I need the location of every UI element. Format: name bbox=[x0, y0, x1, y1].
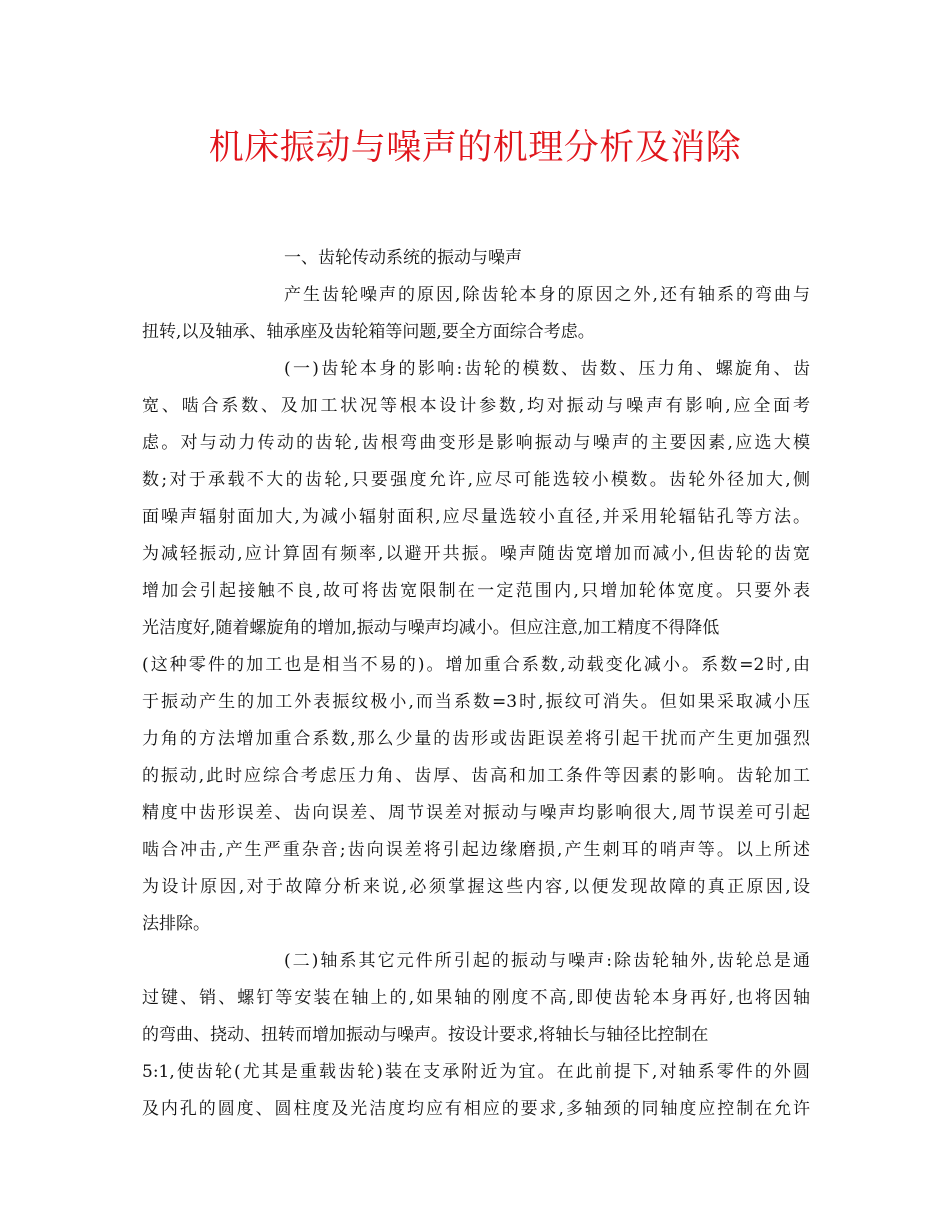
paragraph-3-line: (二)轴系其它元件所引起的振动与噪声:除齿轮轴外,齿轮总是通 bbox=[284, 951, 810, 971]
paragraph-2-line: 光洁度好,随着螺旋角的增加,振动与噪声均减小。但应注意,加工精度不得降低 bbox=[142, 618, 720, 638]
paragraph-2-line: 于振动产生的加工外表振纹极小,而当系数=3时,振纹可消失。但如果采取减小压 bbox=[142, 692, 810, 712]
paragraph-2-line: (这种零件的加工也是相当不易的)。增加重合系数,动载变化减小。系数=2时,由 bbox=[142, 655, 810, 675]
paragraph-2-line: 精度中齿形误差、齿向误差、周节误差对振动与噪声均影响很大,周节误差可引起 bbox=[142, 803, 810, 823]
paragraph-2-line: 法排除。 bbox=[142, 914, 210, 934]
section-heading: 一、齿轮传动系统的振动与噪声 bbox=[284, 248, 522, 268]
paragraph-2-line: 为设计原因,对于故障分析来说,必须掌握这些内容,以便发现故障的真正原因,设 bbox=[142, 877, 810, 897]
paragraph-3-line: 的弯曲、挠动、扭转而增加振动与噪声。按设计要求,将轴长与轴径比控制在 bbox=[142, 1025, 709, 1045]
paragraph-1-line: 产生齿轮噪声的原因,除齿轮本身的原因之外,还有轴系的弯曲与 bbox=[284, 285, 810, 305]
document-title: 机床振动与噪声的机理分析及消除 bbox=[208, 128, 742, 168]
paragraph-2-line: 数;对于承载不大的齿轮,只要强度允许,应尽可能选较小模数。齿轮外径加大,侧 bbox=[142, 470, 810, 490]
paragraph-2-line: 为减轻振动,应计算固有频率,以避开共振。噪声随齿宽增加而减小,但齿轮的齿宽 bbox=[142, 544, 810, 564]
paragraph-2-line: 啮合冲击,产生严重杂音;齿向误差将引起边缘磨损,产生刺耳的哨声等。以上所述 bbox=[142, 840, 810, 860]
paragraph-2-line: 的振动,此时应综合考虑压力角、齿厚、齿高和加工条件等因素的影响。齿轮加工 bbox=[142, 766, 810, 786]
paragraph-2-line: (一)齿轮本身的影响:齿轮的模数、齿数、压力角、螺旋角、齿 bbox=[284, 359, 810, 379]
paragraph-1-line: 扭转,以及轴承、轴承座及齿轮箱等问题,要全方面综合考虑。 bbox=[142, 322, 595, 342]
paragraph-2-line: 增加会引起接触不良,故可将齿宽限制在一定范围内,只增加轮体宽度。只要外表 bbox=[142, 581, 810, 601]
paragraph-2-line: 宽、啮合系数、及加工状况等根本设计参数,均对振动与噪声有影响,应全面考 bbox=[142, 396, 810, 416]
paragraph-3-line: 过键、销、螺钉等安装在轴上的,如果轴的刚度不高,即使齿轮本身再好,也将因轴 bbox=[142, 988, 810, 1008]
paragraph-3-line: 及内孔的圆度、圆柱度及光洁度均应有相应的要求,多轴颈的同轴度应控制在允许 bbox=[142, 1099, 810, 1119]
paragraph-2-line: 力角的方法增加重合系数,那么少量的齿形或齿距误差将引起干扰而产生更加强烈 bbox=[142, 729, 810, 749]
paragraph-2-line: 虑。对与动力传动的齿轮,齿根弯曲变形是影响振动与噪声的主要因素,应选大模 bbox=[142, 433, 810, 453]
paragraph-3-line: 5:1,使齿轮(尤其是重载齿轮)装在支承附近为宜。在此前提下,对轴系零件的外圆 bbox=[142, 1062, 810, 1082]
document-body bbox=[142, 240, 810, 1128]
paragraph-2-line: 面噪声辐射面加大,为减小辐射面积,应尽量选较小直径,并采用轮辐钻孔等方法。 bbox=[142, 507, 810, 527]
